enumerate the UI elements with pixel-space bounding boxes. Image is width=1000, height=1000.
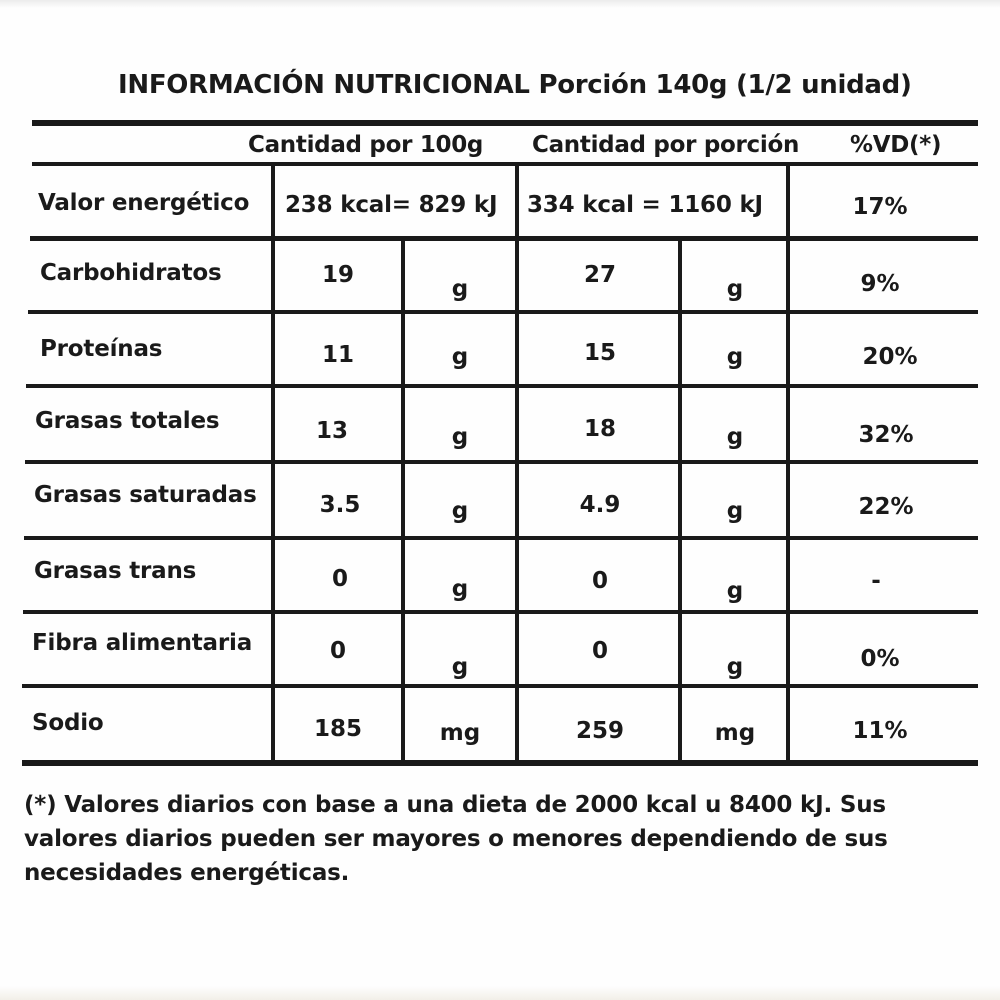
value-per-portion: 259	[575, 718, 624, 744]
value-per-100g: 3.5	[319, 492, 361, 518]
value-per-100g: 185	[313, 716, 362, 742]
unit-per-100g: mg	[439, 720, 481, 746]
unit-per-portion: g	[726, 654, 744, 680]
value-per-portion: 4.9	[579, 492, 621, 518]
vd-percent: 20%	[862, 344, 918, 370]
unit-per-portion: mg	[714, 720, 756, 746]
value-per-100g: 0	[329, 638, 346, 664]
rule-row	[30, 236, 978, 241]
vd-percent: 9%	[860, 271, 900, 297]
rule-row	[26, 384, 978, 388]
value-per-portion: 18	[583, 416, 616, 442]
header-vd: %VD(*)	[850, 132, 942, 158]
rule-row	[24, 536, 978, 540]
header-per-portion: Cantidad por porción	[532, 132, 800, 158]
unit-per-portion: g	[726, 578, 744, 604]
energy-per-portion: 334 kcal = 1160 kJ	[527, 192, 763, 218]
nutrient-name: Grasas saturadas	[34, 482, 257, 508]
label-title: INFORMACIÓN NUTRICIONAL Porción 140g (1/2 unidad)	[118, 70, 912, 100]
nutrient-name: Sodio	[32, 710, 104, 736]
unit-per-portion: g	[726, 344, 744, 370]
energy-vd: 17%	[852, 194, 908, 220]
rule-bottom	[22, 760, 978, 766]
unit-per-portion: g	[726, 276, 744, 302]
rule-row	[22, 684, 978, 688]
unit-per-portion: g	[726, 498, 744, 524]
nutrient-name: Fibra alimentaria	[32, 630, 253, 656]
vd-percent: 11%	[852, 718, 908, 744]
rule-row	[23, 610, 978, 614]
rule-row	[25, 460, 978, 464]
nutrient-name: Carbohidratos	[40, 260, 222, 286]
column-divider	[515, 164, 519, 762]
unit-per-100g: g	[451, 498, 469, 524]
nutrient-name: Proteínas	[40, 336, 163, 362]
value-per-100g: 11	[321, 342, 354, 368]
paper-edge-bottom	[0, 986, 1000, 1000]
value-per-portion: 0	[591, 568, 608, 594]
value-per-100g: 13	[315, 418, 348, 444]
unit-per-100g: g	[451, 276, 469, 302]
column-divider	[271, 164, 275, 762]
footnote: (*) Valores diarios con base a una dieta de 2000 kcal u 8400 kJ. Sus valores diarios pueden ser mayores o menores dependiendo de sus necesidades energéticas.	[24, 792, 888, 886]
energy-per-100g: 238 kcal= 829 kJ	[285, 192, 498, 218]
unit-per-100g: g	[451, 654, 469, 680]
value-per-100g: 19	[321, 262, 354, 288]
unit-per-100g: g	[451, 344, 469, 370]
value-per-portion: 27	[583, 262, 616, 288]
rule-top	[32, 120, 978, 126]
column-divider	[401, 238, 405, 762]
vd-percent: 32%	[858, 422, 914, 448]
unit-per-100g: g	[451, 424, 469, 450]
vd-percent: 0%	[860, 646, 900, 672]
value-per-100g: 0	[331, 566, 348, 592]
unit-per-100g: g	[451, 576, 469, 602]
nutrient-name: Grasas trans	[34, 558, 197, 584]
rule-header	[32, 162, 978, 166]
value-per-portion: 0	[591, 638, 608, 664]
unit-per-portion: g	[726, 424, 744, 450]
header-per-100g: Cantidad por 100g	[248, 132, 484, 158]
energy-name: Valor energético	[38, 190, 250, 216]
vd-percent: -	[871, 568, 881, 594]
rule-row	[28, 310, 978, 314]
value-per-portion: 15	[583, 340, 616, 366]
vd-percent: 22%	[858, 494, 914, 520]
nutrient-name: Grasas totales	[35, 408, 220, 434]
column-divider	[678, 238, 682, 762]
paper-edge-top	[0, 0, 1000, 8]
